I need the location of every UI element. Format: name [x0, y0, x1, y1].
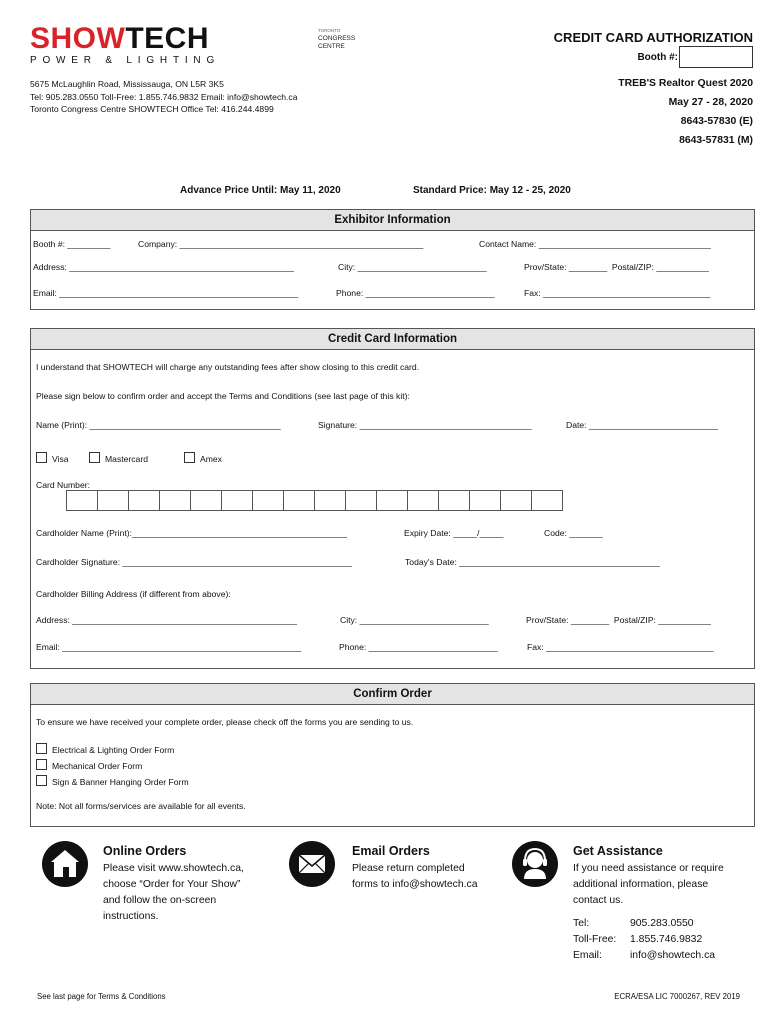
tcc-line2: CENTRE: [318, 43, 345, 50]
billing-city-field[interactable]: City: ___________________________: [340, 615, 489, 625]
electrical-form-checkbox[interactable]: [36, 743, 174, 755]
name-print-field[interactable]: Name (Print): ________________________________________: [36, 420, 281, 430]
email-line: Please return completed: [352, 863, 465, 874]
contact-tollfree-label: Toll-Free:: [573, 934, 617, 945]
tcc-line1: CONGRESS: [318, 35, 356, 42]
company-address: [30, 78, 298, 116]
confirm-note: Note: Not all forms/services are available for all events.: [36, 801, 246, 811]
card-number-label: Card Number:: [36, 480, 90, 490]
form-label: Electrical & Lighting Order Form: [52, 745, 175, 755]
mastercard-label: Mastercard: [105, 454, 148, 464]
visa-label: Visa: [52, 454, 69, 464]
card-number-grid[interactable]: [66, 490, 563, 511]
logo-tech: TECH: [125, 22, 209, 55]
standard-price: Standard Price: May 12 - 25, 2020: [413, 185, 571, 196]
assist-line: contact us.: [573, 895, 624, 906]
logo-tagline: POWER & LIGHTING: [30, 55, 221, 66]
mechanical-form-checkbox[interactable]: [36, 759, 142, 771]
email-orders-title: Email Orders: [352, 844, 430, 858]
contact-email-label: Email:: [573, 950, 602, 961]
showtech-logo: [30, 24, 220, 66]
billing-address-field[interactable]: Address: _______________________________________________: [36, 615, 297, 625]
contact-email-value[interactable]: info@showtech.ca: [630, 950, 716, 961]
checkbox-icon: [89, 452, 100, 463]
page-title: CREDIT CARD AUTHORIZATION: [553, 30, 753, 45]
online-line: and follow the on-screen: [103, 895, 217, 906]
cardholder-name-field[interactable]: Cardholder Name (Print):_____________________________________________: [36, 528, 348, 538]
date-field[interactable]: Date: ___________________________: [566, 420, 718, 430]
form-label: Sign & Banner Hanging Order Form: [52, 777, 189, 787]
phone-field[interactable]: Phone: ___________________________: [336, 288, 495, 298]
todays-date-field[interactable]: Today's Date: __________________________________________: [405, 557, 660, 567]
event-info: [618, 74, 753, 150]
advance-price: Advance Price Until: May 11, 2020: [180, 185, 341, 196]
online-line: instructions.: [103, 911, 159, 922]
contact-name-field[interactable]: Contact Name: ____________________________________: [479, 239, 711, 249]
checkbox-icon: [184, 452, 195, 463]
expiry-field[interactable]: Expiry Date: _____/_____: [404, 528, 504, 538]
booth-field[interactable]: Booth #: _________: [33, 239, 111, 249]
booth-label: Booth #:: [637, 52, 678, 63]
address-field[interactable]: Address: _______________________________________________: [33, 262, 294, 272]
contact-line: Tel: 905.283.0550 Toll-Free: 1.855.746.9832 Email: info@showtech.ca: [30, 91, 298, 102]
signature-field[interactable]: Signature: ____________________________________: [318, 420, 532, 430]
cardholder-signature-field[interactable]: Cardholder Signature: ________________________________________________: [36, 557, 352, 567]
amex-label: Amex: [200, 454, 222, 464]
form-label: Mechanical Order Form: [52, 761, 143, 771]
billing-phone-field[interactable]: Phone: ___________________________: [339, 642, 498, 652]
office-line: Toronto Congress Centre SHOWTECH Office Tel: 416.244.4899: [30, 104, 274, 114]
booth-input[interactable]: [679, 46, 753, 68]
assist-line: If you need assistance or require: [573, 863, 724, 874]
online-line: choose “Order for Your Show”: [103, 879, 241, 890]
online-orders-text: [103, 861, 244, 925]
online-orders-title: Online Orders: [103, 844, 187, 858]
understand-text: I understand that SHOWTECH will charge any outstanding fees after show closing to this credit card.: [36, 362, 420, 372]
checkbox-icon: [36, 775, 47, 786]
assistance-title: Get Assistance: [573, 844, 663, 858]
headset-agent-icon: [512, 841, 558, 887]
sign-below-text: Please sign below to confirm order and accept the Terms and Conditions (see last page of this kit):: [36, 391, 410, 401]
contact-tel-value[interactable]: 905.283.0550: [630, 918, 694, 929]
email-line: forms to info@showtech.ca: [352, 879, 478, 890]
checkbox-icon: [36, 759, 47, 770]
event-code-m: 8643-57831 (M): [679, 135, 753, 146]
footer-terms: See last page for Terms & Conditions: [37, 992, 166, 1001]
home-icon: [42, 841, 88, 887]
congress-centre-logo: [318, 27, 355, 51]
confirm-heading: Confirm Order: [31, 684, 754, 705]
event-dates: May 27 - 28, 2020: [668, 97, 753, 108]
confirm-intro: To ensure we have received your complete order, please check off the forms you are sending to us.: [36, 717, 414, 727]
code-field[interactable]: Code: _______: [544, 528, 603, 538]
city-field[interactable]: City: ___________________________: [338, 262, 487, 272]
billing-address-label: Cardholder Billing Address (if different from above):: [36, 589, 231, 599]
online-line: Please visit www.showtech.ca,: [103, 863, 244, 874]
assistance-text: [573, 861, 724, 909]
checkbox-icon: [36, 452, 47, 463]
tcc-tiny: TORONTO: [318, 28, 341, 33]
company-field[interactable]: Company: ___________________________________________________: [138, 239, 424, 249]
event-name: TREB'S Realtor Quest 2020: [618, 78, 753, 89]
footer-license: ECRA/ESA LIC 7000267, REV 2019: [614, 992, 740, 1001]
assist-line: additional information, please: [573, 879, 709, 890]
exhibitor-heading: Exhibitor Information: [31, 210, 754, 231]
sign-banner-form-checkbox[interactable]: [36, 775, 189, 787]
address-line: 5675 McLaughlin Road, Mississauga, ON L5R 3K5: [30, 79, 224, 89]
amex-checkbox[interactable]: [184, 452, 222, 464]
contact-tel-label: Tel:: [573, 918, 590, 929]
credit-heading: Credit Card Information: [31, 329, 754, 350]
email-orders-text: [352, 861, 477, 893]
billing-prov-postal-field[interactable]: Prov/State: ________ Postal/ZIP: ___________: [526, 615, 711, 625]
envelope-icon: [289, 841, 335, 887]
contact-tollfree-value[interactable]: 1.855.746.9832: [630, 934, 703, 945]
checkbox-icon: [36, 743, 47, 754]
billing-fax-field[interactable]: Fax: ___________________________________: [527, 642, 714, 652]
mastercard-checkbox[interactable]: [89, 452, 148, 464]
prov-postal-field[interactable]: Prov/State: ________ Postal/ZIP: ___________: [524, 262, 709, 272]
logo-show: SHOW: [30, 22, 126, 55]
event-code-e: 8643-57830 (E): [680, 116, 753, 127]
fax-field[interactable]: Fax: ___________________________________: [524, 288, 711, 298]
email-field[interactable]: Email: __________________________________________________: [33, 288, 299, 298]
billing-email-field[interactable]: Email: __________________________________________________: [36, 642, 302, 652]
visa-checkbox[interactable]: [36, 452, 69, 464]
